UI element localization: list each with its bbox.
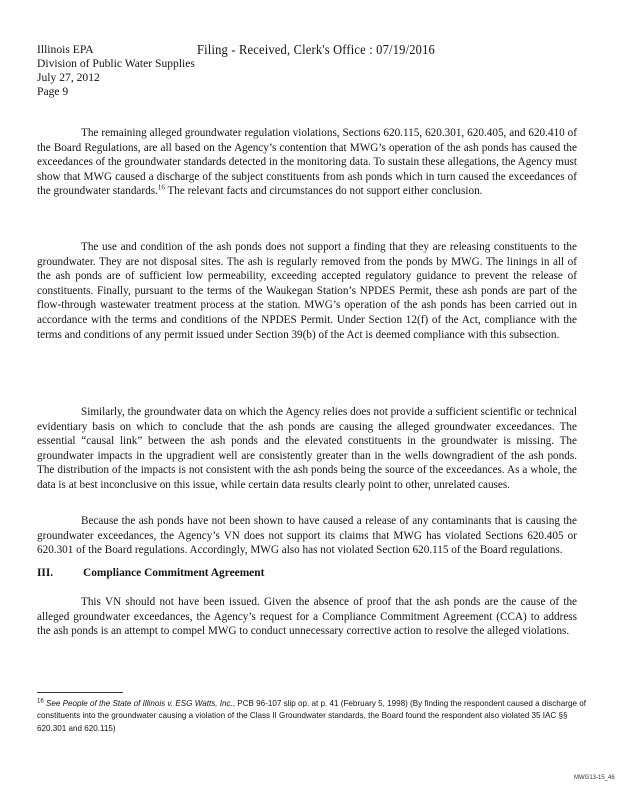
footnote-text: , PCB 96-107 slip op. at p. 41 (February 5, 1998) (By finding the respondent caused a discharge of constituents into the groundwater causing a violation of the Class II Groundwater standards, the Board found the respondent also violated 35 IAC §§ 620.301 and 620.115) xyxy=(37,699,586,733)
paragraph-1-text-end: The relevant facts and circumstances do not support either conclusion. xyxy=(164,185,483,198)
paragraph-4: Because the ash ponds have not been shown to have caused a release of any contaminants that is causing the groundwater exceedances, the Agency’s VN does not support its claims that MWG has violated Sections 620.405 or 620.301 of the Board regulations. Accordingly, MWG also has not violated Section 620.115 of the Board regulations. xyxy=(37,515,577,557)
footnote-divider xyxy=(37,692,123,693)
paragraph-1-text: The remaining alleged groundwater regulation violations, Sections 620.115, 620.301, 620.405, and 620.410 of the Board Regulations, are all based on the Agency’s contention that MWG’s operation of the ash ponds has caused the exceedances of the groundwater standards detected in the monitoring data. To sustain these allegations, the Agency must show that MWG caused a discharge of the subject constituents from ash ponds which in turn caused the exceedances of the groundwater standards. xyxy=(37,127,577,198)
paragraph-3: Similarly, the groundwater data on which the Agency relies does not provide a sufficient scientific or technical evidentiary basis on which to conclude that the ash ponds are causing the alleged groundwater exceedances. The essential “causal link” between the ash ponds and the elevated constituents in the groundwater is missing. The groundwater impacts in the upgradient well are consistently greater than in the wells downgradient of the ash ponds. The distribution of the impacts is not consistent with the ash ponds being the source of the exceedances. As a whole, the data is at best inconclusive on this issue, while certain data results clearly point to other, unrelated causes. xyxy=(37,406,577,491)
footnote xyxy=(37,698,593,735)
footnote-number: 16 xyxy=(37,698,44,705)
header-date: July 27, 2012 xyxy=(37,71,100,84)
filing-stamp: Filing - Received, Clerk's Office : 07/19/2016 xyxy=(197,42,435,57)
paragraph-2: The use and condition of the ash ponds does not support a finding that they are releasing constituents to the groundwater. They are not disposal sites. The ash is regularly removed from the ponds by MWG. The linings in all of the ash ponds are of sufficient low permeability, exceeding accepted regulatory guidance to prevent the release of constituents. Finally, pursuant to the terms of the Waukegan Station’s NPDES Permit, these ash ponds are part of the flow-through wastewater treatment process at the station. MWG’s operation of the ash ponds has been carried out in accordance with the terms and conditions of the NPDES Permit. Under Section 12(f) of the Act, compliance with the terms and conditions of any permit issued under Section 39(b) of the Act is deemed compliance with this subsection. xyxy=(37,241,577,341)
footnote-reference[interactable]: 16 xyxy=(157,183,165,192)
section-heading xyxy=(37,567,264,579)
paragraph-1 xyxy=(37,126,577,199)
bates-page-id: MWG13-15_46 xyxy=(574,775,615,781)
header-division: Division of Public Water Supplies xyxy=(37,57,195,70)
footnote-case-name: See People of the State of Illinois v. ESG Watts, Inc. xyxy=(45,699,233,708)
paragraph-5: This VN should not have been issued. Given the absence of proof that the ash ponds are the cause of the alleged groundwater exceedances, the Agency’s request for a Compliance Commitment Agreement (CCA) to address the ash ponds is an attempt to compel MWG to conduct unnecessary corrective action to resolve the alleged violations. xyxy=(37,596,577,638)
section-number: III. xyxy=(37,567,54,579)
header-page-number: Page 9 xyxy=(37,85,69,98)
section-title: Compliance Commitment Agreement xyxy=(83,567,265,579)
header-agency: Illinois EPA xyxy=(37,43,94,56)
